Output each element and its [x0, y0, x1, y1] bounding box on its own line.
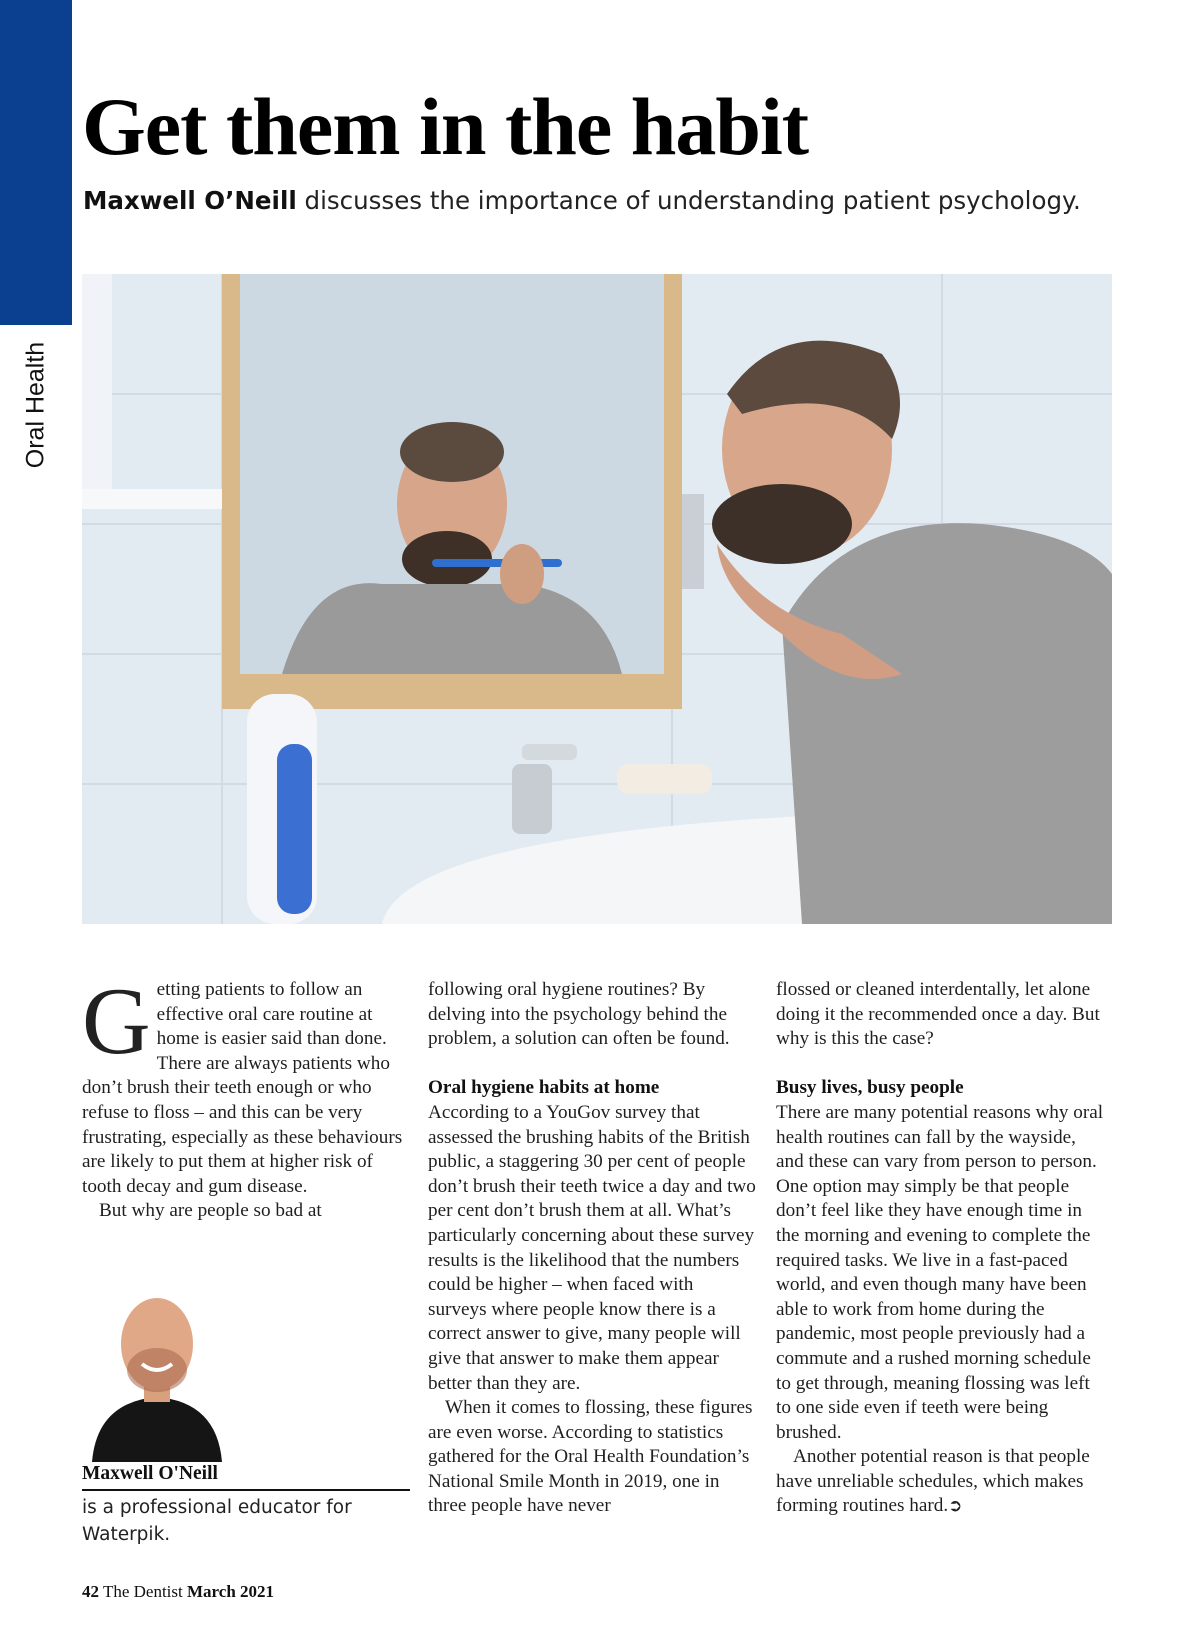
section-label: Oral Health — [21, 341, 50, 469]
column-2 — [428, 978, 756, 1519]
drop-cap: G — [82, 968, 151, 1074]
standfirst — [83, 186, 1081, 215]
section-color-bar — [0, 0, 72, 325]
column-3 — [776, 978, 1104, 1519]
author-bio: is a professional educator for Waterpik. — [82, 1497, 352, 1545]
subheading: Oral hygiene habits at home — [428, 1077, 660, 1099]
publication-name: The Dentist — [99, 1582, 187, 1601]
paragraph: According to a YouGov survey that assessed the brushing habits of the British public, a staggering 30 per cent of people don’t brush their teeth twice a day and two per cent don’t brush them at all. What’s particularly concerning about these survey results is the likelihood that the numbers could be higher – when faced with surveys where people know there is a correct answer to give, many people will give that answer to make them appear better than they are. — [428, 1101, 756, 1394]
author-portrait-icon — [92, 1282, 222, 1462]
standfirst-text: discusses the importance of understanding patient psychology. — [296, 186, 1081, 215]
issue-date: March 2021 — [186, 1582, 275, 1601]
photo-man-brushing-teeth-icon — [82, 274, 1112, 924]
page-title: Get them in the habit — [82, 81, 809, 172]
paragraph: But why are people so bad at — [99, 1200, 322, 1222]
author-portrait — [92, 1282, 222, 1462]
standfirst-author: Maxwell O’Neill — [83, 186, 297, 215]
paragraph: flossed or cleaned interdentally, let alone doing it the recommended once a day. But why is this the case? — [776, 979, 1100, 1050]
paragraph: There are many potential reasons why oral health routines can fall by the wayside, and these can vary from person to person. One option may simply be that people don’t feel like they have enough time in the morning and evening to complete the required tasks. We live in a fast-paced world, and even though many have been able to work from home during the pandemic, most people previously had a commute and a rushed morning schedule to get through, meaning flossing was left to one side even if teeth were being brushed. — [776, 1101, 1104, 1443]
paragraph: Another potential reason is that people have unreliable schedules, which makes forming routines hard.➲ — [776, 1446, 1090, 1517]
paragraph: When it comes to flossing, these figures are even worse. According to statistics gathered for the Oral Health Foundation’s National Smile Month in 2019, one in three people have never — [428, 1397, 753, 1517]
paragraph: following oral hygiene routines? By delving into the psychology behind the problem, a solution can often be found. — [428, 979, 730, 1050]
author-name: Maxwell O'Neill — [82, 1463, 410, 1491]
intro-paragraph: Getting patients to follow an effective oral care routine at home is easier said than done. There are always patients who don’t brush their teeth enough or who refuse to floss – and this can be very frustrating, especially as these behaviours are likely to put them at higher risk of tooth decay and gum disease. — [82, 968, 403, 1197]
column-1 — [82, 968, 410, 1224]
page-footer — [82, 1582, 274, 1602]
subheading: Busy lives, busy people — [776, 1077, 964, 1099]
page-number: 42 — [82, 1582, 99, 1601]
hero-photo — [82, 274, 1112, 924]
continue-arrow-icon: ➲ — [948, 1496, 963, 1517]
